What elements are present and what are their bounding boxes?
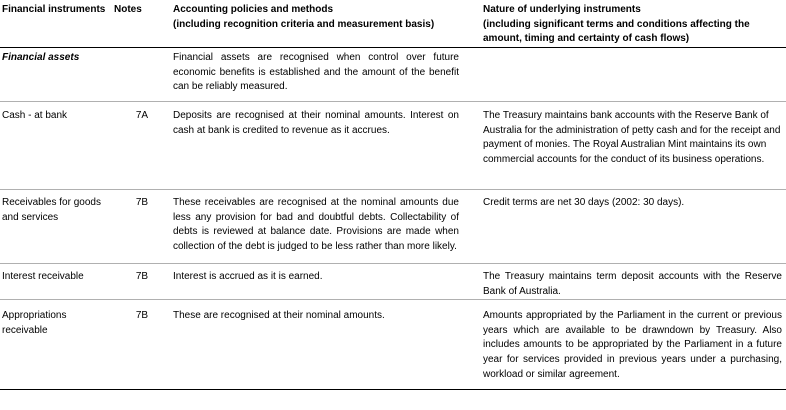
header-financial-instruments: Financial instruments xyxy=(0,0,114,48)
header-accounting-policies-title: Accounting policies and methods xyxy=(173,4,334,15)
header-nature-subtitle: (including significant terms and conditions affecting the amount, timing and certainty of cash flows) xyxy=(483,18,750,45)
table-row xyxy=(0,264,786,300)
note-ref xyxy=(114,48,170,102)
instrument-name: Cash - at bank xyxy=(0,102,114,190)
header-nature-title: Nature of underlying instruments xyxy=(483,4,641,15)
instrument-nature: Amounts appropriated by the Parliament in the current or previous years which are available to be drawndown by Treasury. Also includes amounts to be appropriated by the Parliament in a future year for services provided in previous years under a purchasing, workload or similar agreement. xyxy=(477,300,786,390)
note-ref: 7B xyxy=(114,190,170,264)
section-heading-financial-assets: Financial assets xyxy=(0,48,114,102)
accounting-policy: Interest is accrued as it is earned. xyxy=(170,264,477,300)
table-row xyxy=(0,300,786,390)
table-header-row xyxy=(0,0,786,48)
accounting-policy: Financial assets are recognised when control over future economic benefits is established and the amount of the benefit can be reliably measured. xyxy=(170,48,477,102)
header-nature-of-instruments xyxy=(477,0,786,48)
instrument-nature xyxy=(477,48,786,102)
note-ref: 7B xyxy=(114,264,170,300)
note-ref: 7A xyxy=(114,102,170,190)
accounting-policy: These are recognised at their nominal amounts. xyxy=(170,300,477,390)
instrument-nature: Credit terms are net 30 days (2002: 30 days). xyxy=(477,190,786,264)
table-row xyxy=(0,48,786,102)
accounting-policy: These receivables are recognised at the nominal amounts due less any provision for bad and doubtful debts. Collectability of debts is reviewed at balance date. Provisions are made when collection of the debt is judged to be less rather than more likely. xyxy=(170,190,477,264)
instrument-name: Interest receivable xyxy=(0,264,114,300)
header-accounting-policies xyxy=(170,0,477,48)
table-row xyxy=(0,190,786,264)
header-accounting-policies-subtitle: (including recognition criteria and measurement basis) xyxy=(173,18,435,30)
instrument-name: Appropriations receivable xyxy=(0,300,114,390)
accounting-policy: Deposits are recognised at their nominal amounts. Interest on cash at bank is credited to revenue as it accrues. xyxy=(170,102,477,190)
header-notes: Notes xyxy=(114,0,170,48)
instrument-name: Receivables for goods and services xyxy=(0,190,114,264)
note-ref: 7B xyxy=(114,300,170,390)
instrument-nature: The Treasury maintains term deposit accounts with the Reserve Bank of Australia. xyxy=(477,264,786,300)
instrument-nature: The Treasury maintains bank accounts with the Reserve Bank of Australia for the administration of petty cash and for the receipt and payment of monies. The Royal Australian Mint maintains its own commercial accounts for the conduct of its business operations. xyxy=(477,102,786,190)
table-row xyxy=(0,102,786,190)
